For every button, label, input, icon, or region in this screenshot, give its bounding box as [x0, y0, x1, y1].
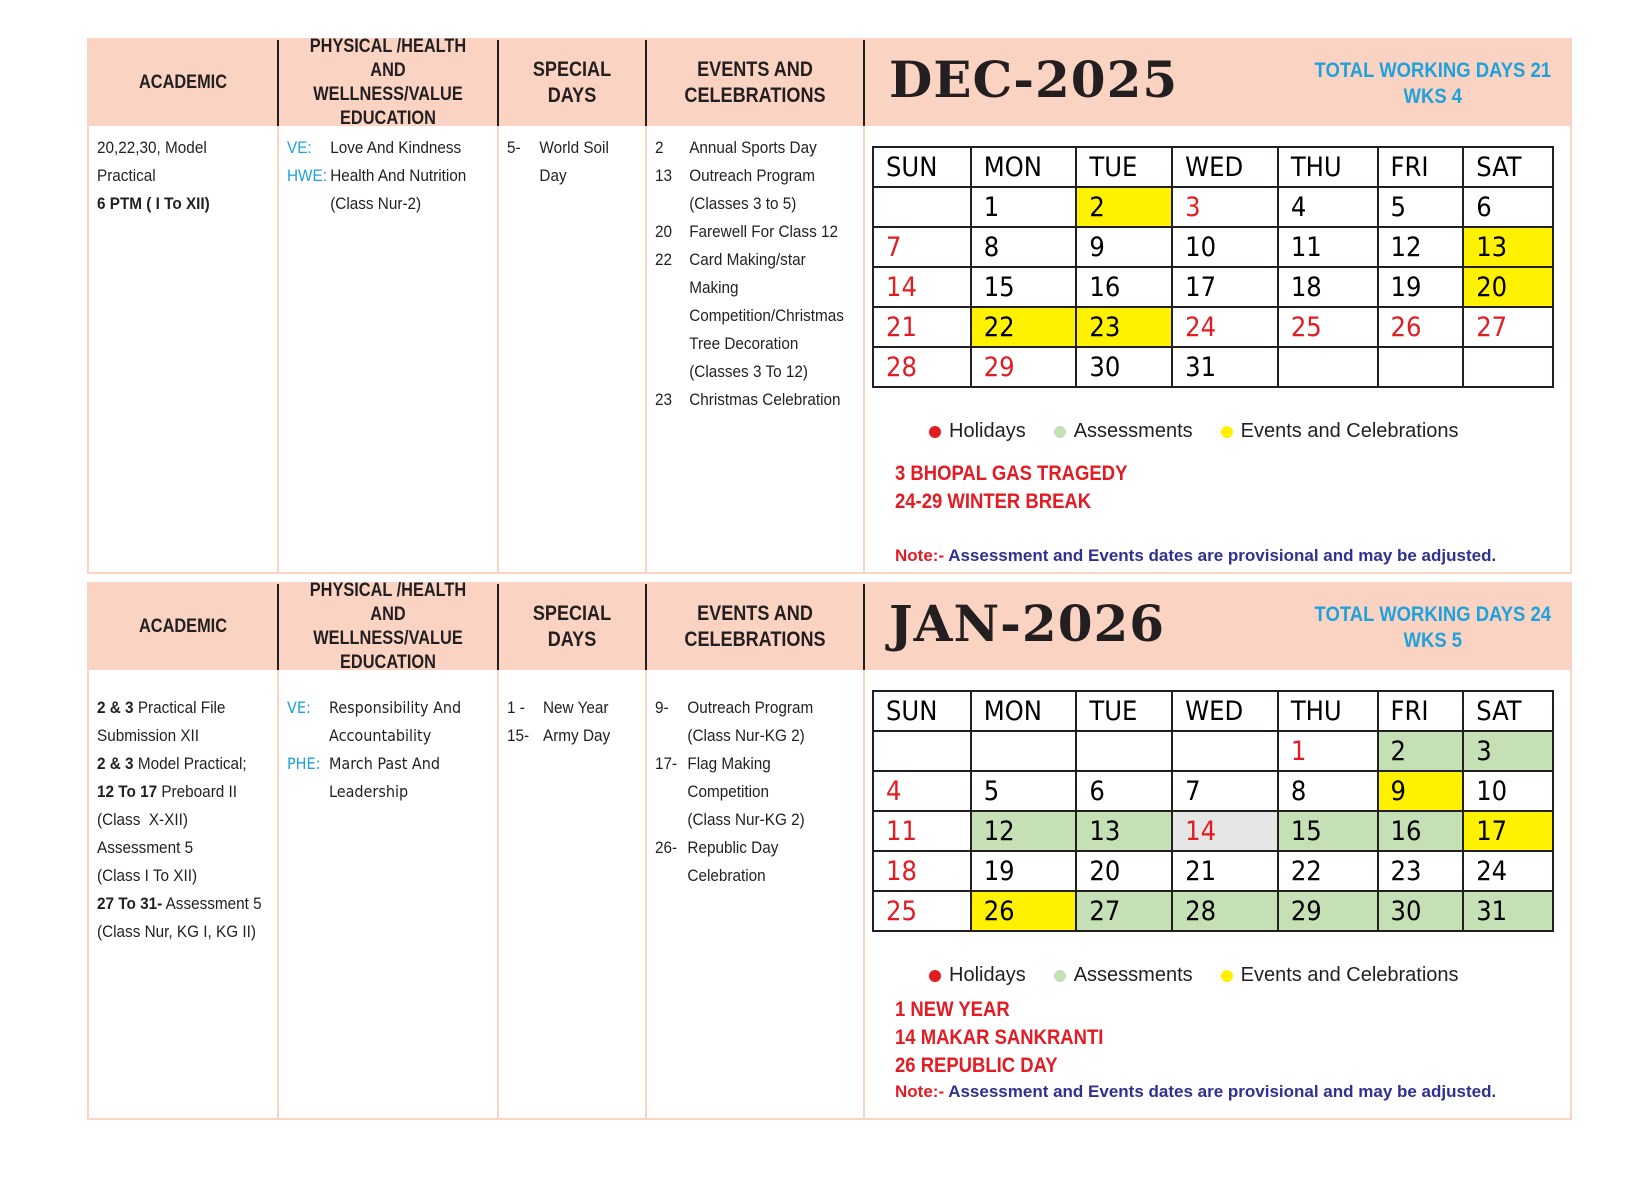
weekday-header-row [873, 691, 1553, 731]
physical-line: VE: Responsibility And [287, 698, 462, 717]
physical-line: (Class Nur-2) [330, 194, 422, 213]
special-days-header: SPECIAL DAYS [532, 58, 612, 107]
physical-column [287, 694, 497, 806]
holiday-list: 1 NEW YEAR 14 MAKAR SANKRANTI 26 REPUBLIC DAY [895, 998, 1104, 1077]
day-cell: 10 [1463, 771, 1553, 811]
weekday-header: TUE [1076, 147, 1172, 187]
academic-line: 6 PTM ( I To XII) [97, 194, 210, 213]
weekday-header: SUN [873, 147, 971, 187]
day-cell: 8 [1278, 771, 1378, 811]
day-cell: 20 [1076, 851, 1172, 891]
academic-line: 12 To 17 Preboard II [97, 782, 238, 801]
weekday-header: SAT [1463, 147, 1553, 187]
academic-line: 20,22,30, Model [97, 138, 207, 157]
day-cell: 23 [1378, 851, 1464, 891]
special-day-line: 1 - New Year [507, 698, 609, 717]
red-dot-icon [929, 970, 941, 982]
day-cell: 30 [1378, 891, 1464, 931]
day-cell: 19 [971, 851, 1077, 891]
day-cell: 10 [1172, 227, 1278, 267]
day-cell: 7 [873, 227, 971, 267]
special-day-line: Day [539, 166, 567, 185]
month-title: JAN-2026 [889, 594, 1166, 653]
day-cell: 31 [1172, 347, 1278, 387]
special-days-column [507, 134, 642, 190]
day-cell: 7 [1172, 771, 1278, 811]
day-cell: 15 [971, 267, 1077, 307]
header-band [89, 580, 1570, 673]
day-cell: 3 [1463, 731, 1553, 771]
provisional-note: Note:- Assessment and Events dates are provisional and may be adjusted. [895, 546, 1497, 565]
column-divider [277, 126, 279, 572]
physical-header: PHYSICAL /HEALTH AND WELLNESS/VALUE EDUCATION [309, 580, 467, 673]
week-row [873, 187, 1553, 227]
day-cell: 25 [873, 891, 971, 931]
event-line: 20 Farewell For Class 12 [655, 222, 838, 241]
weekday-header: WED [1172, 147, 1278, 187]
day-cell: 28 [873, 347, 971, 387]
event-line: (Class Nur-KG 2) [687, 810, 805, 829]
weekday-header: FRI [1378, 691, 1464, 731]
legend-events: Events and Celebrations [1221, 420, 1459, 443]
green-dot-icon [1054, 970, 1066, 982]
academic-line: Practical [97, 166, 156, 185]
day-cell: 26 [1378, 307, 1464, 347]
event-line: 22 Card Making/star [655, 250, 806, 269]
weekday-header: MON [971, 147, 1077, 187]
weekday-header: SAT [1463, 691, 1553, 731]
day-cell: 23 [1076, 307, 1172, 347]
event-line: (Classes 3 To 12) [689, 362, 808, 381]
day-cell: 17 [1172, 267, 1278, 307]
week-row [873, 811, 1553, 851]
day-cell: 28 [1172, 891, 1278, 931]
day-cell: 4 [873, 771, 971, 811]
day-cell: 30 [1076, 347, 1172, 387]
physical-line: PHE: March Past And [287, 754, 441, 773]
day-cell: 11 [873, 811, 971, 851]
day-cell: 1 [971, 187, 1077, 227]
weekday-header: WED [1172, 691, 1278, 731]
day-cell: 25 [1278, 307, 1378, 347]
event-line: (Class Nur-KG 2) [687, 726, 805, 745]
month-block-dec-2025 [87, 38, 1572, 574]
empty-day-cell [971, 731, 1077, 771]
header-divider [497, 40, 499, 126]
day-cell: 16 [1378, 811, 1464, 851]
events-header: EVENTS AND CELEBRATIONS [684, 602, 826, 651]
day-cell: 22 [971, 307, 1077, 347]
day-cell: 29 [1278, 891, 1378, 931]
empty-day-cell [1076, 731, 1172, 771]
event-line: 9- Outreach Program [655, 698, 814, 717]
header-divider [277, 40, 279, 126]
day-cell: 12 [1378, 227, 1464, 267]
column-divider [863, 126, 865, 572]
weekday-header: THU [1278, 147, 1378, 187]
event-line: (Classes 3 to 5) [689, 194, 797, 213]
day-cell: 2 [1378, 731, 1464, 771]
legend-holidays: Holidays [929, 964, 1026, 987]
day-cell: 21 [1172, 851, 1278, 891]
day-cell: 18 [1278, 267, 1378, 307]
header-divider [645, 40, 647, 126]
empty-day-cell [1172, 731, 1278, 771]
legend-assessments: Assessments [1054, 420, 1193, 443]
event-line: Competition [687, 782, 770, 801]
day-cell: 29 [971, 347, 1077, 387]
events-column [655, 134, 862, 414]
day-cell: 14 [1172, 811, 1278, 851]
academic-line: (Class I To XII) [97, 866, 198, 885]
day-cell: 14 [873, 267, 971, 307]
day-cell: 24 [1172, 307, 1278, 347]
column-divider [863, 670, 865, 1118]
yellow-dot-icon [1221, 426, 1233, 438]
day-cell: 9 [1378, 771, 1464, 811]
day-cell: 9 [1076, 227, 1172, 267]
week-row [873, 851, 1553, 891]
week-row [873, 227, 1553, 267]
legend-holidays: Holidays [929, 420, 1026, 443]
weekday-header: MON [971, 691, 1077, 731]
week-row [873, 307, 1553, 347]
academic-line: 2 & 3 Practical File [97, 698, 226, 717]
legend-events: Events and Celebrations [1221, 964, 1459, 987]
empty-day-cell [1463, 347, 1553, 387]
month-title: DEC-2025 [889, 50, 1179, 109]
event-line: 26- Republic Day [655, 838, 779, 857]
provisional-note: Note:- Assessment and Events dates are provisional and may be adjusted. [895, 1082, 1497, 1101]
weekday-header: FRI [1378, 147, 1464, 187]
yellow-dot-icon [1221, 970, 1233, 982]
academic-line: (Class X-XII) [97, 810, 188, 829]
empty-day-cell [873, 187, 971, 227]
academic-line: 2 & 3 Model Practical; [97, 754, 247, 773]
day-cell: 6 [1463, 187, 1553, 227]
legend-assessments: Assessments [1054, 964, 1193, 987]
header-divider [277, 584, 279, 670]
event-line: 23 Christmas Celebration [655, 390, 841, 409]
calendar-grid [872, 146, 1554, 388]
holiday-list: 3 BHOPAL GAS TRAGEDY 24-29 WINTER BREAK [895, 462, 1128, 513]
red-dot-icon [929, 426, 941, 438]
academic-line: Assessment 5 [97, 838, 194, 857]
week-row [873, 731, 1553, 771]
empty-day-cell [1378, 347, 1464, 387]
weekday-header: THU [1278, 691, 1378, 731]
day-cell: 20 [1463, 267, 1553, 307]
academic-column [97, 134, 268, 218]
column-divider [497, 670, 499, 1118]
day-cell: 11 [1278, 227, 1378, 267]
physical-line: Leadership [329, 782, 409, 801]
academic-header: ACADEMIC [138, 616, 228, 637]
event-line: 2 Annual Sports Day [655, 138, 817, 157]
day-cell: 1 [1278, 731, 1378, 771]
working-days: TOTAL WORKING DAYS 21 WKS 4 [1314, 59, 1552, 108]
day-cell: 21 [873, 307, 971, 347]
weekday-header: TUE [1076, 691, 1172, 731]
day-cell: 15 [1278, 811, 1378, 851]
weekday-header-row [873, 147, 1553, 187]
week-row [873, 267, 1553, 307]
calendar-grid [872, 690, 1554, 932]
weekday-header: SUN [873, 691, 971, 731]
day-cell: 19 [1378, 267, 1464, 307]
day-cell: 3 [1172, 187, 1278, 227]
academic-column [97, 694, 286, 946]
special-day-line: 15- Army Day [507, 726, 611, 745]
event-line: Tree Decoration [689, 334, 799, 353]
day-cell: 12 [971, 811, 1077, 851]
day-cell: 13 [1463, 227, 1553, 267]
empty-day-cell [873, 731, 971, 771]
month-block-jan-2026 [87, 582, 1572, 1120]
day-cell: 18 [873, 851, 971, 891]
academic-header: ACADEMIC [138, 72, 228, 93]
empty-day-cell [1278, 347, 1378, 387]
event-line: Celebration [687, 866, 766, 885]
day-cell: 5 [971, 771, 1077, 811]
day-cell: 27 [1463, 307, 1553, 347]
event-line: 13 Outreach Program [655, 166, 816, 185]
day-cell: 17 [1463, 811, 1553, 851]
physical-line: VE: Love And Kindness [287, 138, 462, 157]
day-cell: 2 [1076, 187, 1172, 227]
day-cell: 24 [1463, 851, 1553, 891]
header-divider [863, 584, 865, 670]
event-line: Making [689, 278, 739, 297]
working-days: TOTAL WORKING DAYS 24 WKS 5 [1314, 603, 1552, 652]
day-cell: 5 [1378, 187, 1464, 227]
header-divider [497, 584, 499, 670]
day-cell: 8 [971, 227, 1077, 267]
event-line: 17- Flag Making [655, 754, 771, 773]
day-cell: 4 [1278, 187, 1378, 227]
column-divider [497, 126, 499, 572]
physical-line: HWE: Health And Nutrition [287, 166, 467, 185]
day-cell: 6 [1076, 771, 1172, 811]
legend [929, 964, 1459, 987]
column-divider [645, 670, 647, 1118]
green-dot-icon [1054, 426, 1066, 438]
events-header: EVENTS AND CELEBRATIONS [684, 58, 826, 107]
day-cell: 13 [1076, 811, 1172, 851]
academic-line: Submission XII [97, 726, 200, 745]
special-days-header: SPECIAL DAYS [532, 602, 612, 651]
event-line: Competition/Christmas [689, 306, 844, 325]
day-cell: 16 [1076, 267, 1172, 307]
header-divider [645, 584, 647, 670]
physical-header: PHYSICAL /HEALTH AND WELLNESS/VALUE EDUCATION [309, 36, 467, 129]
week-row [873, 347, 1553, 387]
special-days-column [507, 694, 642, 750]
events-column [655, 694, 862, 890]
day-cell: 22 [1278, 851, 1378, 891]
legend [929, 420, 1459, 443]
physical-column [287, 134, 494, 218]
academic-line: 27 To 31- Assessment 5 [97, 894, 262, 913]
day-cell: 27 [1076, 891, 1172, 931]
day-cell: 31 [1463, 891, 1553, 931]
physical-line: Accountability [329, 726, 432, 745]
special-day-line: 5- World Soil [507, 138, 609, 157]
header-band [89, 36, 1570, 129]
week-row [873, 771, 1553, 811]
header-divider [863, 40, 865, 126]
day-cell: 26 [971, 891, 1077, 931]
column-divider [645, 126, 647, 572]
week-row [873, 891, 1553, 931]
academic-line: (Class Nur, KG I, KG II) [97, 922, 256, 941]
